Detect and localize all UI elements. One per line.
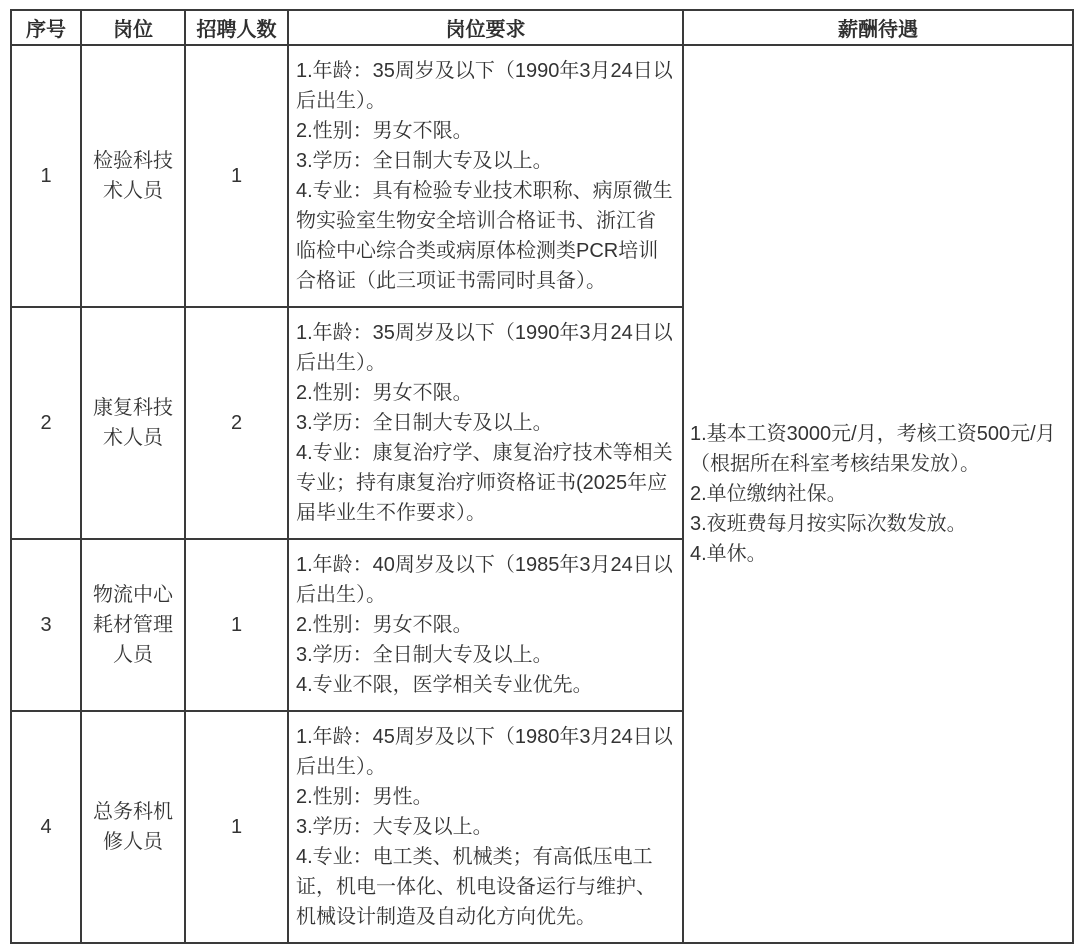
requirement-line: 3.学历：大专及以上。 — [296, 816, 493, 838]
position-cell: 康复科技术人员 — [81, 307, 185, 539]
requirement-line: 4.专业：电工类、机械类；有高低压电工证，机电一体化、机电设备运行与维护、机械设计制造及自动化方向优先。 — [296, 846, 656, 928]
position-cell: 检验科技术人员 — [81, 45, 185, 307]
requirements-cell — [288, 307, 683, 539]
requirement-line: 1.年龄：35周岁及以下（1990年3月24日以后出生）。 — [296, 322, 673, 374]
seq-cell: 2 — [11, 307, 81, 539]
requirement-line: 1.年龄：35周岁及以下（1990年3月24日以后出生）。 — [296, 60, 673, 112]
requirement-line: 4.专业：康复治疗学、康复治疗技术等相关专业；持有康复治疗师资格证书(2025年应届毕业生不作要求）。 — [296, 442, 673, 524]
seq-cell: 1 — [11, 45, 81, 307]
header-count: 招聘人数 — [185, 10, 288, 45]
recruitment-table — [10, 9, 1074, 944]
count-cell: 1 — [185, 711, 288, 943]
position-cell: 物流中心耗材管理人员 — [81, 539, 185, 711]
salary-line: 4.单休。 — [690, 543, 767, 565]
seq-cell: 4 — [11, 711, 81, 943]
salary-line: 1.基本工资3000元/月，考核工资500元/月（根据所在科室考核结果发放）。 — [690, 423, 1056, 475]
salary-cell — [683, 45, 1073, 943]
requirement-line: 2.性别：男女不限。 — [296, 614, 473, 636]
requirements-cell — [288, 45, 683, 307]
header-position: 岗位 — [81, 10, 185, 45]
count-cell: 2 — [185, 307, 288, 539]
requirement-line: 2.性别：男女不限。 — [296, 382, 473, 404]
header-row — [11, 10, 1073, 45]
requirement-line: 2.性别：男女不限。 — [296, 120, 473, 142]
position-cell: 总务科机修人员 — [81, 711, 185, 943]
requirements-cell — [288, 539, 683, 711]
requirements-cell — [288, 711, 683, 943]
salary-line: 2.单位缴纳社保。 — [690, 483, 847, 505]
requirement-line: 3.学历：全日制大专及以上。 — [296, 412, 553, 434]
table-row — [11, 45, 1073, 307]
requirement-line: 3.学历：全日制大专及以上。 — [296, 150, 553, 172]
header-seq: 序号 — [11, 10, 81, 45]
requirement-line: 1.年龄：45周岁及以下（1980年3月24日以后出生）。 — [296, 726, 673, 778]
header-salary: 薪酬待遇 — [683, 10, 1073, 45]
salary-line: 3.夜班费每月按实际次数发放。 — [690, 513, 967, 535]
requirement-line: 2.性别：男性。 — [296, 786, 433, 808]
header-requirements: 岗位要求 — [288, 10, 683, 45]
requirement-line: 4.专业不限，医学相关专业优先。 — [296, 674, 593, 696]
requirement-line: 1.年龄：40周岁及以下（1985年3月24日以后出生）。 — [296, 554, 673, 606]
requirement-line: 4.专业：具有检验专业技术职称、病原微生物实验室生物安全培训合格证书、浙江省临检中心综合类或病原体检测类PCR培训合格证（此三项证书需同时具备）。 — [296, 180, 673, 292]
recruitment-table-container — [10, 9, 1074, 944]
requirement-line: 3.学历：全日制大专及以上。 — [296, 644, 553, 666]
count-cell: 1 — [185, 45, 288, 307]
seq-cell: 3 — [11, 539, 81, 711]
count-cell: 1 — [185, 539, 288, 711]
